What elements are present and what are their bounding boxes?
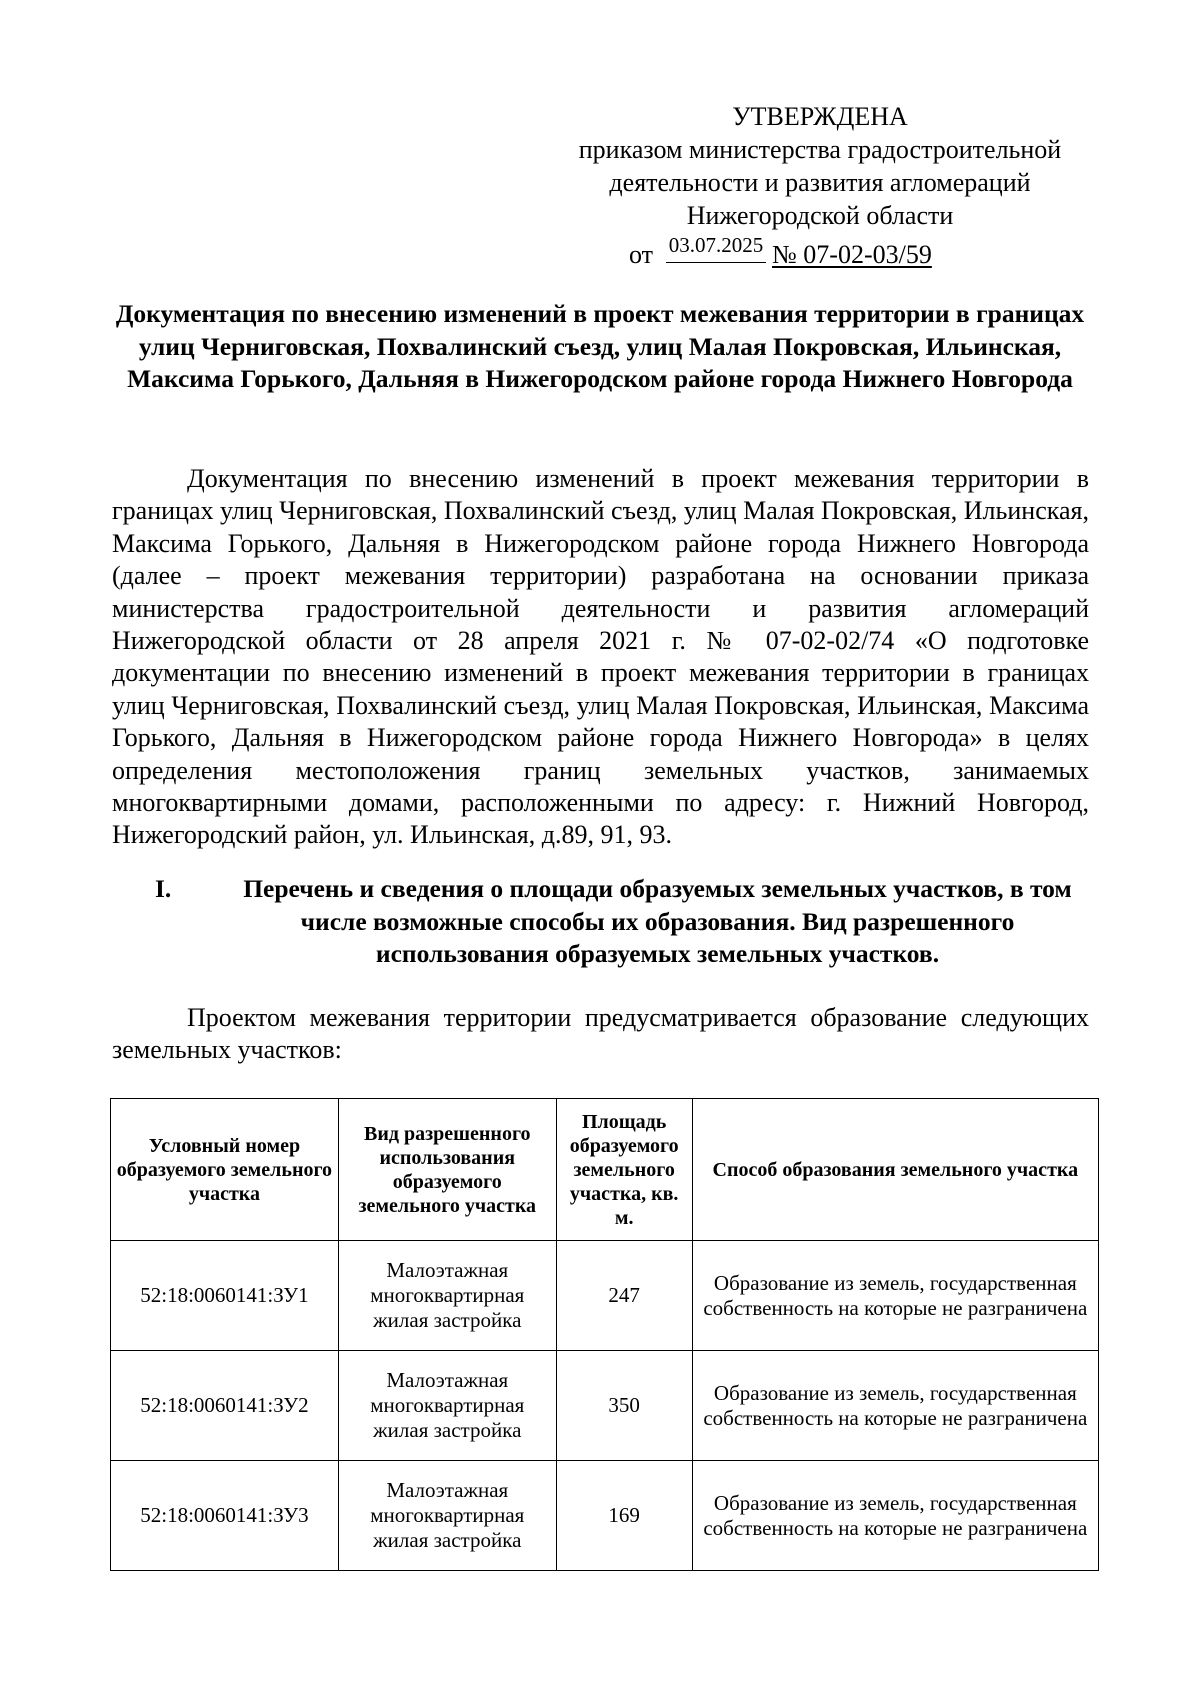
cell-formation-method: Образование из земель, государственная собственность на которые не разграничена <box>692 1461 1098 1571</box>
cell-area: 350 <box>556 1351 692 1461</box>
section-number: I. <box>155 874 172 903</box>
section-heading-text: Перечень и сведения о площади образуемых земельных участков, в том числе возможные способы их образования. Вид разрешенного использования образуемых земельных участков. <box>243 874 1072 968</box>
cell-permitted-use: Малоэтажная многоквартирная жилая застройка <box>338 1351 556 1461</box>
section-heading <box>155 873 1090 971</box>
header-formation-method: Способ образования земельного участка <box>692 1099 1098 1241</box>
table-row <box>111 1241 1099 1351</box>
cell-permitted-use: Малоэтажная многоквартирная жилая застройка <box>338 1241 556 1351</box>
table-row <box>111 1351 1099 1461</box>
cell-formation-method: Образование из земель, государственная собственность на которые не разграничена <box>692 1241 1098 1351</box>
approval-stamp <box>560 100 1080 272</box>
document-title: Документация по внесению изменений в проект межевания территории в границах улиц Черниговская, Похвалинский съезд, улиц Малая Покровская, Ильинская, Максима Горького, Дальняя в Нижегородском районе города Нижнего Новгорода <box>115 299 1085 393</box>
intro-paragraph: Документация по внесению изменений в проект межевания территории в границах улиц Черниговская, Похвалинский съезд, улиц Малая Покровская, Ильинская, Максима Горького, Дальняя в Нижегородском районе города Нижнего Новгорода (далее – проект межевания территории) разработана на основании приказа министерства градостроительной деятельности и развития агломераций Нижегородской области от 28 апреля 2021 г. № 07-02-02/74 «О подготовке документации по внесению изменений в проект межевания территории в границах улиц Черниговская, Похвалинский съезд, улиц Малая Покровская, Ильинская, Максима Горького, Дальняя в Нижегородском районе города Нижнего Новгорода» в целях определения местоположения границ земельных участков, занимаемых многоквартирными домами, расположенными по адресу: г. Нижний Новгород, Нижегородский район, ул. Ильинская, д.89, 91, 93. <box>112 464 1089 850</box>
approval-title: УТВЕРЖДЕНА <box>732 102 908 131</box>
approval-line-3: Нижегородской области <box>686 201 954 230</box>
cell-area: 247 <box>556 1241 692 1351</box>
date-prefix: от <box>629 240 654 269</box>
order-date-number <box>560 232 1080 272</box>
cell-formation-method: Образование из земель, государственная собственность на которые не разграничена <box>692 1351 1098 1461</box>
header-permitted-use: Вид разрешенного использования образуемого земельного участка <box>338 1099 556 1241</box>
approval-line-2: деятельности и развития агломераций <box>609 168 1031 197</box>
approval-line-1: приказом министерства градостроительной <box>578 135 1062 164</box>
cell-plot-number: 52:18:0060141:ЗУ2 <box>111 1351 339 1461</box>
header-area: Площадь образуемого земельного участка, кв. м. <box>556 1099 692 1241</box>
land-plots-table <box>110 1098 1099 1571</box>
order-date: 03.07.2025 <box>666 232 766 263</box>
header-plot-number: Условный номер образуемого земельного участка <box>111 1099 339 1241</box>
table-row <box>111 1461 1099 1571</box>
cell-plot-number: 52:18:0060141:ЗУ3 <box>111 1461 339 1571</box>
cell-plot-number: 52:18:0060141:ЗУ1 <box>111 1241 339 1351</box>
section-paragraph: Проектом межевания территории предусматривается образование следующих земельных участков: <box>112 1003 1089 1065</box>
order-number: № 07-02-03/59 <box>772 240 932 269</box>
cell-area: 169 <box>556 1461 692 1571</box>
table-header-row <box>111 1099 1099 1241</box>
cell-permitted-use: Малоэтажная многоквартирная жилая застройка <box>338 1461 556 1571</box>
